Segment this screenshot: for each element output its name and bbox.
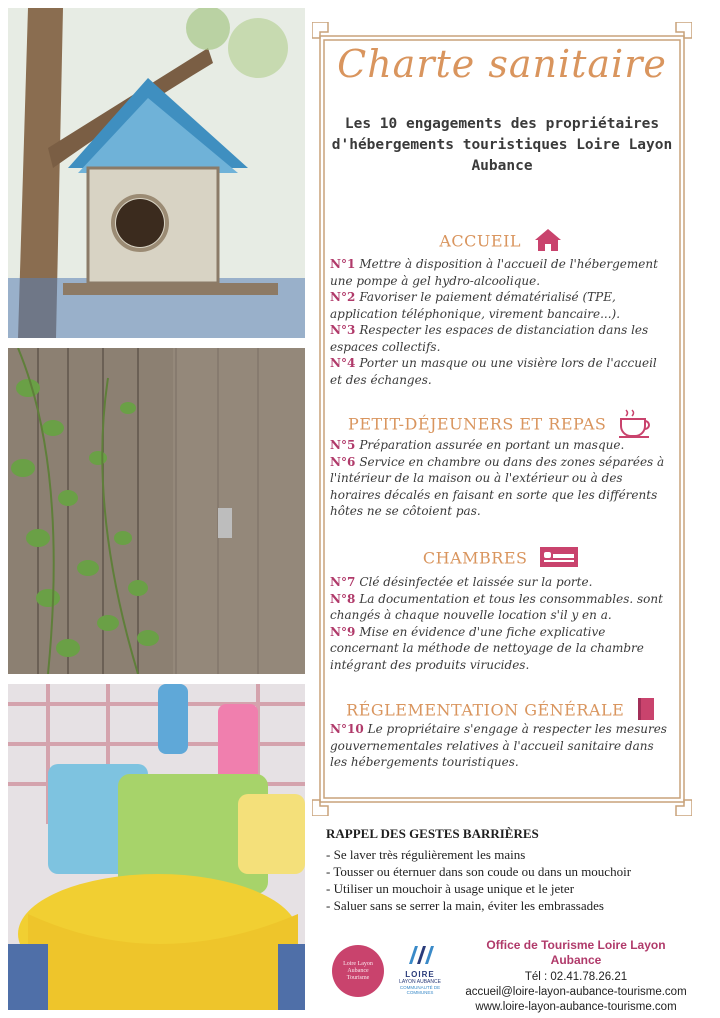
gestes-heading: RAPPEL DES GESTES BARRIÈRES <box>326 826 539 841</box>
section-heading-accueil <box>320 227 682 257</box>
gestes-list <box>326 846 686 914</box>
list-item: - Se laver très régulièrement les mains <box>326 846 686 863</box>
office-name: Office de Tourisme Loire Layon Aubance <box>486 938 666 967</box>
section-heading-label: CHAMBRES <box>422 548 528 568</box>
loire-wave-icon <box>405 944 435 966</box>
list-item: N°4 Porter un masque ou une visière lors de l'accueil et des échanges. <box>330 356 657 387</box>
list-item: N°2 Favoriser le paiement dématérialisé (TPE, application téléphonique, virement bancaire...). <box>330 290 621 321</box>
chambres-list <box>330 574 670 673</box>
bed-icon <box>539 545 579 573</box>
list-item: N°3 Respecter les espaces de distanciation dans les espaces collectifs. <box>330 323 649 354</box>
office-contact <box>460 938 692 1015</box>
page-title: Charte sanitaire <box>337 42 667 86</box>
repas-list <box>330 437 670 520</box>
list-item: - Utiliser un mouchoir à usage unique et le jeter <box>326 880 686 897</box>
birdhouse-photo <box>8 8 305 338</box>
loire-logo-title: LOIRE <box>405 970 435 979</box>
tourisme-logo <box>332 945 384 997</box>
tourisme-logo-text: Loire Layon Aubance Tourisme <box>343 960 373 981</box>
section-heading-label: PETIT-DÉJEUNERS ET REPAS <box>348 414 607 434</box>
office-email[interactable]: accueil@loire-layon-aubance-tourisme.com <box>465 986 687 998</box>
loire-layon-aubance-logo <box>396 944 444 1000</box>
list-item: - Tousser ou éternuer dans son coude ou dans un mouchoir <box>326 863 686 880</box>
accueil-list <box>330 256 670 388</box>
loire-logo-small: COMMUNAUTÉ DE COMMUNES <box>399 985 441 995</box>
list-item: N°5 Préparation assurée en portant un masque. <box>330 438 625 452</box>
gestes-barrieres <box>326 826 686 914</box>
office-website[interactable]: www.loire-layon-aubance-tourisme.com <box>475 1001 677 1013</box>
list-item: N°1 Mettre à disposition à l'accueil de l'hébergement une pompe à gel hydro-alcoolique. <box>330 257 658 288</box>
ivy-wall-photo <box>8 348 305 674</box>
list-item: - Saluer sans se serrer la main, éviter les embrassades <box>326 897 686 914</box>
page-subtitle: Les 10 engagements des propriétaires d'hébergements touristiques Loire Layon Aubance <box>331 116 673 174</box>
section-heading-chambres <box>320 545 682 573</box>
house-icon <box>533 227 563 257</box>
list-item: N°8 La documentation et tous les consommables. sont changés à chaque nouvelle location s'il y en a. <box>330 591 663 622</box>
office-phone: Tél : 02.41.78.26.21 <box>524 971 628 983</box>
section-heading-label: ACCUEIL <box>439 231 522 251</box>
list-item: N°7 Clé désinfectée et laissée sur la porte. <box>330 575 593 589</box>
loire-logo-subtitle: LAYON AUBANCE <box>399 979 441 985</box>
cleaning-supplies-photo <box>8 684 305 1010</box>
section-heading-label: RÉGLEMENTATION GÉNÉRALE <box>346 700 625 720</box>
reglementation-list <box>330 721 670 771</box>
list-item: N°6 Service en chambre ou dans des zones séparées à l'intérieur de la maison ou à l'extérieur ou à des horaires décalés en faisant en sorte que les différents hôtes ne se côtoient pas. <box>330 454 665 518</box>
list-item: N°9 Mise en évidence d'une fiche explicative concernant la méthode de nettoyage de la chambre intégrant des produits virucides. <box>330 624 644 672</box>
list-item: N°10 Le propriétaire s'engage à respecter les mesures gouvernementales relatives à l'accueil sanitaire dans les hébergements touristiques. <box>330 722 667 769</box>
